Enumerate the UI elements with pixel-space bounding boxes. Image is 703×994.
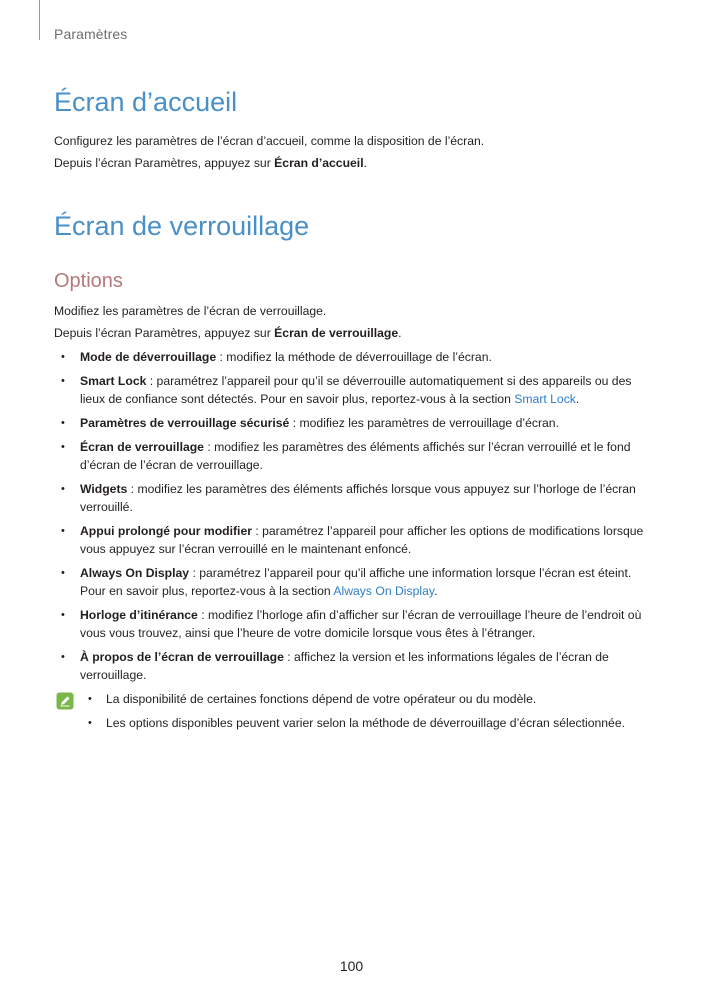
options-description: Modifiez les paramètres de l’écran de verrouillage. <box>54 304 327 318</box>
option-text: : modifiez les paramètres de verrouillage d’écran. <box>289 416 559 430</box>
option-term: Smart Lock <box>80 374 147 388</box>
option-item <box>54 438 654 474</box>
option-text: : modifiez les paramètres des éléments affichés sur l’écran verrouillé et le fond d’écran de l’écran de verrouillage. <box>80 440 631 472</box>
option-item <box>54 480 654 516</box>
bullet-dot: • <box>61 651 65 663</box>
notes-list <box>54 690 654 732</box>
option-item <box>54 606 654 642</box>
options-instruction-prefix: Depuis l’écran Paramètres, appuyez sur <box>54 326 275 340</box>
option-term: Widgets <box>80 482 128 496</box>
home-instruction-prefix: Depuis l’écran Paramètres, appuyez sur <box>54 156 275 170</box>
home-instruction-suffix: . <box>363 156 367 170</box>
option-item <box>54 564 654 600</box>
running-header: Paramètres <box>54 26 128 42</box>
options-list <box>54 348 654 684</box>
option-item <box>54 414 654 432</box>
option-term: Appui prolongé pour modifier <box>80 524 252 538</box>
section-link[interactable]: Smart Lock <box>514 392 576 406</box>
options-instruction-target: Écran de verrouillage <box>274 326 399 340</box>
bullet-dot: • <box>88 693 92 705</box>
option-term: Paramètres de verrouillage sécurisé <box>80 416 290 430</box>
options-instruction-suffix: . <box>398 326 402 340</box>
bullet-dot: • <box>61 417 65 429</box>
option-text: : modifiez les paramètres des éléments affichés lorsque vous appuyez sur l’horloge de l’écran verrouillé. <box>80 482 636 514</box>
bullet-dot: • <box>61 375 65 387</box>
option-term: Always On Display <box>80 566 190 580</box>
option-text: : modifiez la méthode de déverrouillage de l’écran. <box>216 350 492 364</box>
note-pencil-icon <box>56 692 74 710</box>
bullet-dot: • <box>61 351 65 363</box>
header-rule <box>39 0 40 40</box>
options-section <box>54 268 654 738</box>
home-description: Configurez les paramètres de l’écran d’accueil, comme la disposition de l’écran. <box>54 134 485 148</box>
note-item <box>80 714 654 732</box>
bullet-dot: • <box>61 483 65 495</box>
bullet-dot: • <box>61 567 65 579</box>
note-item <box>80 690 654 708</box>
page-number: 100 <box>339 958 364 974</box>
bullet-dot: • <box>61 525 65 537</box>
option-text: : affichez la version et les informations légales de l’écran de verrouillage. <box>80 650 609 682</box>
option-term: À propos de l’écran de verrouillage <box>80 650 284 664</box>
options-instruction <box>54 322 654 344</box>
home-instruction <box>54 152 484 174</box>
option-text: : paramétrez l’appareil pour afficher les options de modifications lorsque vous appuyez sur l’écran verrouillé en le maintenant enfoncé. <box>80 524 644 556</box>
option-text: : modifiez l’horloge afin d’afficher sur l’écran de verrouillage l’heure de l’endroit où vous vous trouvez, ainsi que l’heure de votre domicile lorsque vous êtes à l’étranger. <box>80 608 642 640</box>
home-instruction-target: Écran d’accueil <box>274 156 364 170</box>
option-item <box>54 648 654 684</box>
section-title-home: Écran d’accueil <box>54 87 238 117</box>
note-text: La disponibilité de certaines fonctions dépend de votre opérateur ou du modèle. <box>106 692 537 706</box>
option-text: : paramétrez l’appareil pour qu’il se déverrouille automatiquement si des appareils ou des lieux de confiance sont détectés. Pour en savoir plus, reportez-vous à la section <box>80 374 632 406</box>
section-home-screen <box>54 84 484 174</box>
option-term: Écran de verrouillage <box>80 440 204 454</box>
note-text: Les options disponibles peuvent varier selon la méthode de déverrouillage d’écran sélectionnée. <box>106 716 625 730</box>
option-item <box>54 348 654 366</box>
section-link[interactable]: Always On Display <box>333 584 435 598</box>
option-text: : paramétrez l’appareil pour qu’il affiche une information lorsque l’écran est éteint. Pour en savoir plus, reportez-vous à la section <box>80 566 632 598</box>
section-title-lock: Écran de verrouillage <box>54 211 310 241</box>
option-term: Horloge d’itinérance <box>80 608 198 622</box>
option-item <box>54 522 654 558</box>
option-text-end: . <box>434 584 438 598</box>
section-lock-screen <box>54 208 309 244</box>
bullet-dot: • <box>88 717 92 729</box>
option-term: Mode de déverrouillage <box>80 350 217 364</box>
bullet-dot: • <box>61 609 65 621</box>
note-block <box>54 690 654 732</box>
option-item <box>54 372 654 408</box>
bullet-dot: • <box>61 441 65 453</box>
options-title: Options <box>54 270 123 292</box>
option-text-end: . <box>575 392 580 406</box>
